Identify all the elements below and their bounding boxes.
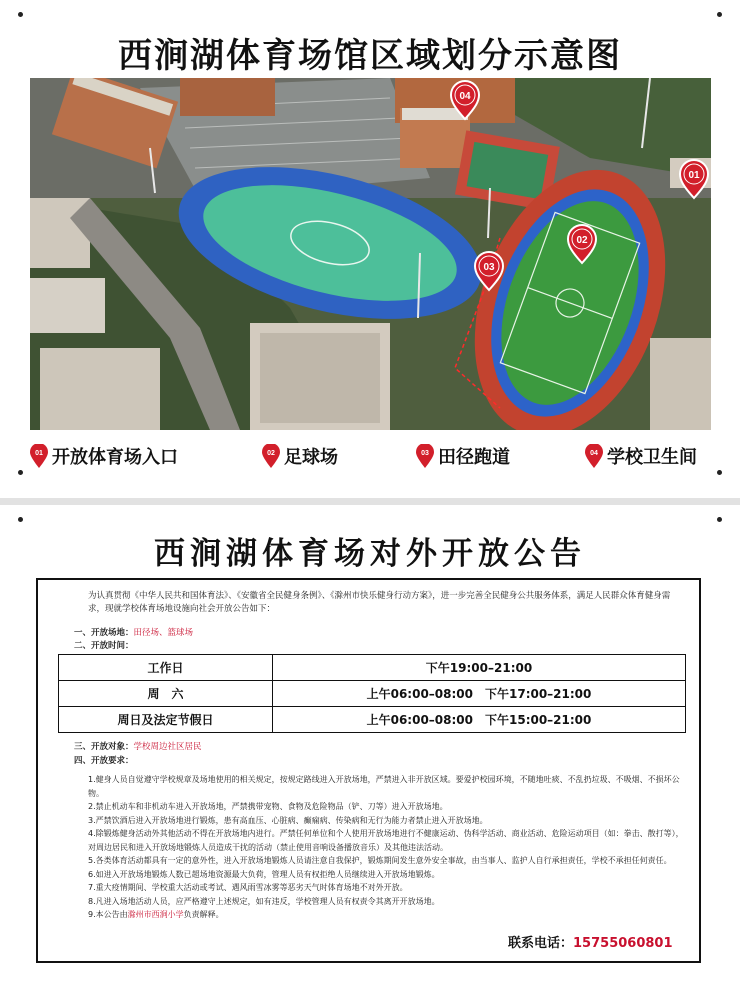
rule-item: 1.健身人员自觉遵守学校规章及场地使用的相关规定，按规定路线进入开放场地，严禁进入非开放区域。要爱护校园环境，不随地吐痰、不乱扔垃圾、不吸烟、不损坏公物。 bbox=[88, 775, 680, 798]
notice-box bbox=[36, 578, 701, 963]
rule-item: 2.禁止机动车和非机动车进入开放场地，严禁携带宠物、食物及危险物品（铲、刀等）进入开放场地。 bbox=[88, 802, 448, 811]
aerial-photo bbox=[30, 78, 711, 430]
contact-label: 联系电话： bbox=[508, 936, 574, 951]
schedule-time: 上午06:00–08:00 下午17:00–21:00 bbox=[273, 681, 686, 707]
schedule-day: 周 六 bbox=[59, 681, 273, 707]
notice-intro bbox=[58, 590, 680, 616]
schedule-time: 下午19:00–21:00 bbox=[273, 655, 686, 681]
map-title: 西涧湖体育场馆区域划分示意图 bbox=[118, 36, 622, 76]
pin-icon bbox=[416, 444, 434, 468]
table-row bbox=[59, 707, 686, 733]
section-audience-value: 学校周边社区居民 bbox=[133, 742, 202, 752]
intro-text: 为认真贯彻《中华人民共和国体育法》、《安徽省全民健身条例》、《滁州市快乐健身行动方案》，进一步完善全民健身公共服务体系，满足人民群众体育健身需求，现就学校体育场地设施向社会开放公告如下： bbox=[88, 591, 671, 614]
legend-label: 田径跑道 bbox=[438, 447, 510, 468]
rule9-school-name: 滁州市西涧小学 bbox=[127, 910, 184, 919]
legend-item-football-field bbox=[262, 440, 338, 472]
pin-icon bbox=[30, 444, 48, 468]
corner-dot bbox=[18, 12, 23, 17]
table-row bbox=[59, 681, 686, 707]
section-requirements-label: 四、开放要求： bbox=[74, 756, 134, 766]
svg-text:03: 03 bbox=[421, 450, 429, 457]
svg-text:02: 02 bbox=[267, 450, 275, 457]
svg-text:01: 01 bbox=[35, 450, 43, 457]
rule9-prefix: 9.本公告由 bbox=[88, 910, 128, 919]
map-legend bbox=[0, 440, 740, 472]
rule-item-9 bbox=[58, 908, 686, 922]
legend-item-track bbox=[416, 440, 510, 472]
marker-03-number: 03 bbox=[483, 262, 495, 273]
rule-item: 7.重大疫情期间、学校重大活动或考试、遇风雨雪冰雾等恶劣天气时体育场地不对外开放。 bbox=[88, 883, 408, 892]
section-hours bbox=[74, 639, 134, 651]
section-audience bbox=[74, 740, 202, 752]
schedule-day: 工作日 bbox=[59, 655, 273, 681]
notice-title: 西涧湖体育场对外开放公告 bbox=[154, 536, 586, 572]
section-hours-label: 二、开放时间： bbox=[74, 641, 134, 651]
legend-label: 开放体育场入口 bbox=[52, 447, 178, 468]
legend-label: 学校卫生间 bbox=[607, 447, 697, 468]
legend-item-entrance bbox=[30, 440, 178, 472]
schedule-day: 周日及法定节假日 bbox=[59, 707, 273, 733]
contact-line bbox=[508, 932, 673, 951]
rule-item: 3.严禁饮酒后进入开放场地进行锻炼，患有高血压、心脏病、癫痫病、传染病和无行为能力者禁止进入开放场地。 bbox=[88, 815, 488, 825]
svg-text:04: 04 bbox=[590, 450, 598, 457]
section-requirements bbox=[74, 754, 134, 766]
section-venue bbox=[74, 626, 193, 638]
section-venue-label: 一、开放场地： bbox=[74, 628, 134, 638]
marker-04-number: 04 bbox=[459, 91, 471, 102]
legend-item-restroom bbox=[585, 440, 697, 472]
marker-01-number: 01 bbox=[688, 170, 700, 181]
corner-dot bbox=[717, 517, 722, 522]
rule-item: 4.除锻炼健身活动外其他活动不得在开放场地内进行。严禁任何单位和个人使用开放场地进行不健康运动、伪科学活动、商业活动、危险运动项目（如：拳击、散打等），对周边居民和进入开放场地锻炼人员造成干扰的活动（禁止使用音响设备播放音乐）及其他违法活动。 bbox=[88, 829, 684, 852]
schedule-time: 上午06:00–08:00 下午15:00–21:00 bbox=[273, 707, 686, 733]
contact-phone[interactable]: 15755060801 bbox=[573, 936, 673, 951]
rule9-suffix: 负责解释。 bbox=[183, 910, 224, 919]
table-row bbox=[59, 655, 686, 681]
panel-divider bbox=[0, 498, 740, 505]
rule-item: 8.凡进入场地活动人员，应严格遵守上述规定，如有违反，学校管理人员有权责令其离开开放场地。 bbox=[88, 896, 440, 906]
section-venue-value: 田径场、篮球场 bbox=[133, 628, 194, 638]
section-audience-label: 三、开放对象： bbox=[74, 742, 134, 752]
rules-list bbox=[58, 773, 686, 922]
marker-02-number: 02 bbox=[576, 235, 588, 246]
pin-icon bbox=[262, 444, 280, 468]
rule-item: 5.各类体育活动都具有一定的意外性，进入开放场地锻炼人员请注意自我保护，锻炼期间发生意外安全事故，由当事人、监护人自行承担责任，学校不承担任何责任。 bbox=[88, 856, 672, 865]
pin-icon bbox=[585, 444, 603, 468]
rule-item: 6.如进入开放场地锻炼人数已超场地资源最大负荷，管理人员有权拒绝人员继续进入开放场地锻炼。 bbox=[88, 869, 440, 879]
corner-dot bbox=[717, 12, 722, 17]
legend-label: 足球场 bbox=[284, 447, 338, 468]
schedule-table bbox=[58, 654, 686, 733]
corner-dot bbox=[18, 517, 23, 522]
